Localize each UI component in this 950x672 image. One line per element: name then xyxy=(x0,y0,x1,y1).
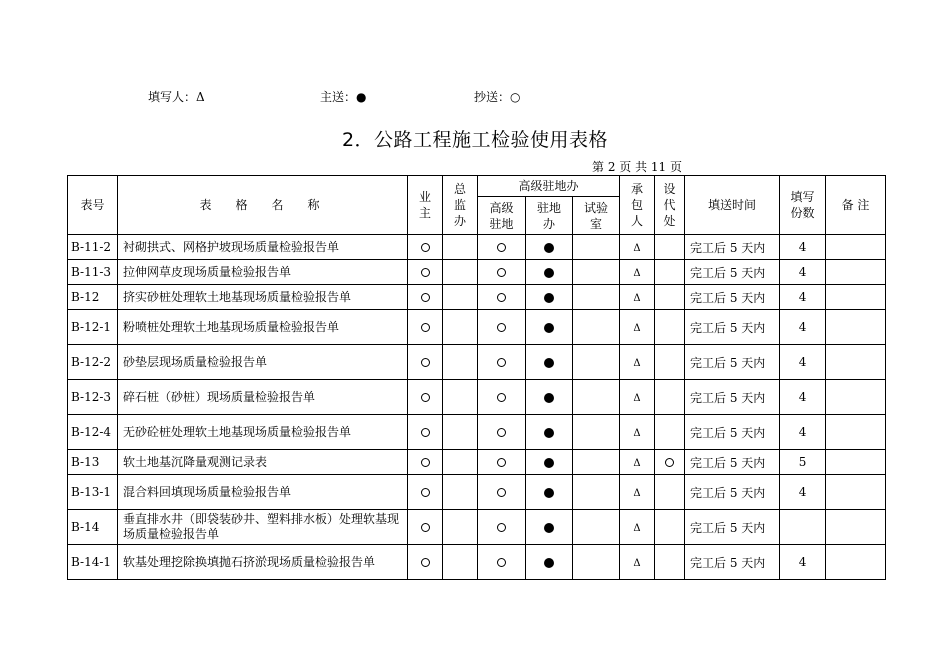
cc-circle-icon xyxy=(421,268,430,277)
cell-contractor xyxy=(620,345,655,380)
cell-lab xyxy=(573,450,620,475)
submit-time: 完工后 5 天内 xyxy=(685,450,780,475)
copies-count: 4 xyxy=(780,545,826,580)
cell-supervisor xyxy=(443,380,478,415)
cell-supervisor xyxy=(443,285,478,310)
submit-time: 完工后 5 天内 xyxy=(685,415,780,450)
main-send-dot-icon xyxy=(544,268,554,278)
form-name: 垂直排水井（即袋装砂井、塑料排水板）处理软基现场质量检验报告单 xyxy=(118,510,408,545)
table-body xyxy=(68,235,886,580)
submit-time: 完工后 5 天内 xyxy=(685,260,780,285)
cc-circle-icon xyxy=(421,488,430,497)
form-code: B-11-3 xyxy=(68,260,118,285)
form-name: 挤实砂桩处理软土地基现场质量检验报告单 xyxy=(118,285,408,310)
form-code: B-12-4 xyxy=(68,415,118,450)
cell-design xyxy=(655,545,685,580)
remarks xyxy=(826,380,886,415)
cell-owner xyxy=(408,235,443,260)
table-row xyxy=(68,450,886,475)
remarks xyxy=(826,415,886,450)
filler-triangle-icon: Δ xyxy=(633,458,641,469)
cell-lab xyxy=(573,475,620,510)
header-resident-office: 驻地 办 xyxy=(526,197,573,235)
cell-lab xyxy=(573,310,620,345)
filler-triangle-icon: Δ xyxy=(633,323,641,334)
cell-resident-high xyxy=(478,545,526,580)
cell-owner xyxy=(408,415,443,450)
filler-triangle-icon: Δ xyxy=(633,393,641,404)
main-send-dot-icon xyxy=(544,458,554,468)
cell-lab xyxy=(573,380,620,415)
cell-resident-office xyxy=(526,510,573,545)
cell-owner xyxy=(408,380,443,415)
copies-count: 4 xyxy=(780,235,826,260)
cell-lab xyxy=(573,510,620,545)
inspection-forms-table xyxy=(67,175,886,580)
filler-triangle-icon: Δ xyxy=(633,293,641,304)
cell-resident-high xyxy=(478,235,526,260)
header-supervisor: 总 监 办 xyxy=(443,176,478,235)
form-name: 碎石桩（砂桩）现场质量检验报告单 xyxy=(118,380,408,415)
remarks xyxy=(826,510,886,545)
filler-triangle-icon: Δ xyxy=(633,523,641,534)
form-name: 无砂砼桩处理软土地基现场质量检验报告单 xyxy=(118,415,408,450)
cell-design xyxy=(655,235,685,260)
filler-triangle-icon: Δ xyxy=(633,268,641,279)
cell-supervisor xyxy=(443,475,478,510)
header-remarks: 备 注 xyxy=(826,176,886,235)
cell-contractor xyxy=(620,510,655,545)
submit-time: 完工后 5 天内 xyxy=(685,235,780,260)
cc-circle-icon xyxy=(497,243,506,252)
legend-line xyxy=(0,88,950,104)
cc-circle-icon xyxy=(421,243,430,252)
copies-count: 4 xyxy=(780,285,826,310)
cc-circle-icon xyxy=(497,293,506,302)
cell-design xyxy=(655,475,685,510)
copies-count: 4 xyxy=(780,415,826,450)
header-owner: 业 主 xyxy=(408,176,443,235)
table-row xyxy=(68,510,886,545)
cell-lab xyxy=(573,260,620,285)
cell-lab xyxy=(573,345,620,380)
cell-lab xyxy=(573,545,620,580)
cc-circle-icon xyxy=(497,458,506,467)
document-title: 2．公路工程施工检验使用表格 xyxy=(341,129,609,151)
cell-resident-high xyxy=(478,285,526,310)
filler-triangle-icon: Δ xyxy=(633,358,641,369)
cell-resident-office xyxy=(526,235,573,260)
cell-owner xyxy=(408,545,443,580)
submit-time: 完工后 5 天内 xyxy=(685,285,780,310)
remarks xyxy=(826,260,886,285)
cell-contractor xyxy=(620,285,655,310)
page-number: 第 2 页 共 11 页 xyxy=(592,160,682,174)
copies-count: 4 xyxy=(780,345,826,380)
form-name: 砂垫层现场质量检验报告单 xyxy=(118,345,408,380)
cc-circle-icon xyxy=(421,523,430,532)
cell-owner xyxy=(408,475,443,510)
cell-lab xyxy=(573,235,620,260)
main-send-dot-icon xyxy=(544,358,554,368)
table-row xyxy=(68,345,886,380)
cell-resident-office xyxy=(526,450,573,475)
cell-lab xyxy=(573,285,620,310)
form-code: B-13-1 xyxy=(68,475,118,510)
copies-count: 5 xyxy=(780,450,826,475)
cc-circle-icon xyxy=(421,323,430,332)
remarks xyxy=(826,285,886,310)
form-name: 粉喷桩处理软土地基现场质量检验报告单 xyxy=(118,310,408,345)
cell-design xyxy=(655,345,685,380)
cell-resident-office xyxy=(526,310,573,345)
submit-time: 完工后 5 天内 xyxy=(685,475,780,510)
filler-triangle-icon: Δ xyxy=(633,243,641,254)
cell-resident-high xyxy=(478,415,526,450)
remarks xyxy=(826,345,886,380)
cc-circle-icon xyxy=(497,358,506,367)
header-design: 设 代 处 xyxy=(655,176,685,235)
cell-supervisor xyxy=(443,450,478,475)
main-send-dot-icon xyxy=(544,393,554,403)
form-name: 衬砌拱式、网格护坡现场质量检验报告单 xyxy=(118,235,408,260)
cell-supervisor xyxy=(443,235,478,260)
cell-design xyxy=(655,310,685,345)
filler-triangle-icon: Δ xyxy=(633,558,641,569)
remarks xyxy=(826,310,886,345)
cell-design xyxy=(655,285,685,310)
main-send-dot-icon xyxy=(544,558,554,568)
cc-circle-icon xyxy=(421,393,430,402)
cc-circle-icon xyxy=(497,323,506,332)
remarks xyxy=(826,235,886,260)
copies-count xyxy=(780,510,826,545)
cell-contractor xyxy=(620,545,655,580)
main-send-dot-icon xyxy=(544,428,554,438)
table-row xyxy=(68,380,886,415)
cc-circle-icon xyxy=(421,458,430,467)
cell-resident-high xyxy=(478,475,526,510)
header-resident-group: 高级驻地办 xyxy=(478,176,620,197)
table-row xyxy=(68,545,886,580)
cc-circle-icon xyxy=(497,558,506,567)
copies-count: 4 xyxy=(780,310,826,345)
main-send-dot-icon xyxy=(544,523,554,533)
header-name: 表 格 名 称 xyxy=(118,176,408,235)
cell-contractor xyxy=(620,235,655,260)
cell-resident-high xyxy=(478,380,526,415)
form-code: B-12 xyxy=(68,285,118,310)
header-lab: 试验 室 xyxy=(573,197,620,235)
cell-resident-high xyxy=(478,510,526,545)
cell-resident-high xyxy=(478,310,526,345)
form-name: 软土地基沉降量观测记录表 xyxy=(118,450,408,475)
table-row xyxy=(68,310,886,345)
legend-filler: 填写人：Δ xyxy=(148,90,205,104)
submit-time: 完工后 5 天内 xyxy=(685,345,780,380)
cell-resident-high xyxy=(478,260,526,285)
cell-resident-office xyxy=(526,415,573,450)
cell-resident-high xyxy=(478,345,526,380)
form-code: B-14-1 xyxy=(68,545,118,580)
cell-owner xyxy=(408,260,443,285)
form-code: B-11-2 xyxy=(68,235,118,260)
table-row xyxy=(68,260,886,285)
cell-owner xyxy=(408,285,443,310)
form-name: 软基处理挖除换填抛石挤淤现场质量检验报告单 xyxy=(118,545,408,580)
cell-supervisor xyxy=(443,260,478,285)
main-send-dot-icon xyxy=(544,323,554,333)
cc-circle-icon xyxy=(421,358,430,367)
cell-resident-high xyxy=(478,450,526,475)
table-row xyxy=(68,475,886,510)
submit-time: 完工后 5 天内 xyxy=(685,380,780,415)
cell-owner xyxy=(408,310,443,345)
cell-design xyxy=(655,260,685,285)
cc-circle-icon xyxy=(497,393,506,402)
cc-circle-icon xyxy=(421,428,430,437)
main-send-dot-icon xyxy=(544,488,554,498)
cell-resident-office xyxy=(526,545,573,580)
cell-contractor xyxy=(620,260,655,285)
main-send-dot-icon xyxy=(544,243,554,253)
cell-owner xyxy=(408,345,443,380)
filler-triangle-icon: Δ xyxy=(633,428,641,439)
form-name: 拉伸网草皮现场质量检验报告单 xyxy=(118,260,408,285)
table-row xyxy=(68,285,886,310)
header-row-1 xyxy=(68,176,886,197)
cell-contractor xyxy=(620,380,655,415)
cell-resident-office xyxy=(526,285,573,310)
cell-owner xyxy=(408,510,443,545)
submit-time: 完工后 5 天内 xyxy=(685,545,780,580)
cell-contractor xyxy=(620,475,655,510)
cc-circle-icon xyxy=(497,488,506,497)
cc-circle-icon xyxy=(421,293,430,302)
cell-design xyxy=(655,450,685,475)
cc-circle-icon xyxy=(421,558,430,567)
cc-circle-icon xyxy=(665,458,674,467)
form-name: 混合料回填现场质量检验报告单 xyxy=(118,475,408,510)
cc-circle-icon xyxy=(497,428,506,437)
cell-contractor xyxy=(620,310,655,345)
form-code: B-12-2 xyxy=(68,345,118,380)
cc-circle-icon xyxy=(497,268,506,277)
table-row xyxy=(68,415,886,450)
cell-supervisor xyxy=(443,415,478,450)
cell-resident-office xyxy=(526,260,573,285)
copies-count: 4 xyxy=(780,380,826,415)
form-code: B-12-3 xyxy=(68,380,118,415)
cell-supervisor xyxy=(443,310,478,345)
header-code: 表号 xyxy=(68,176,118,235)
submit-time: 完工后 5 天内 xyxy=(685,510,780,545)
remarks xyxy=(826,475,886,510)
copies-count: 4 xyxy=(780,260,826,285)
filler-triangle-icon: Δ xyxy=(633,488,641,499)
header-contractor: 承 包 人 xyxy=(620,176,655,235)
form-code: B-13 xyxy=(68,450,118,475)
cell-resident-office xyxy=(526,475,573,510)
cell-supervisor xyxy=(443,510,478,545)
cell-resident-office xyxy=(526,345,573,380)
header-copies: 填写 份数 xyxy=(780,176,826,235)
cell-design xyxy=(655,380,685,415)
submit-time: 完工后 5 天内 xyxy=(685,310,780,345)
cell-owner xyxy=(408,450,443,475)
form-code: B-14 xyxy=(68,510,118,545)
copies-count: 4 xyxy=(780,475,826,510)
table-row xyxy=(68,235,886,260)
form-code: B-12-1 xyxy=(68,310,118,345)
cell-supervisor xyxy=(443,345,478,380)
cell-contractor xyxy=(620,415,655,450)
cell-design xyxy=(655,415,685,450)
header-resident-high: 高级 驻地 xyxy=(478,197,526,235)
remarks xyxy=(826,450,886,475)
legend-cc: 抄送：○ xyxy=(474,90,521,104)
remarks xyxy=(826,545,886,580)
cc-circle-icon xyxy=(497,523,506,532)
cell-lab xyxy=(573,415,620,450)
cell-resident-office xyxy=(526,380,573,415)
main-send-dot-icon xyxy=(544,293,554,303)
cell-supervisor xyxy=(443,545,478,580)
legend-main-send: 主送：● xyxy=(320,90,367,104)
cell-design xyxy=(655,510,685,545)
header-time: 填送时间 xyxy=(685,176,780,235)
cell-contractor xyxy=(620,450,655,475)
